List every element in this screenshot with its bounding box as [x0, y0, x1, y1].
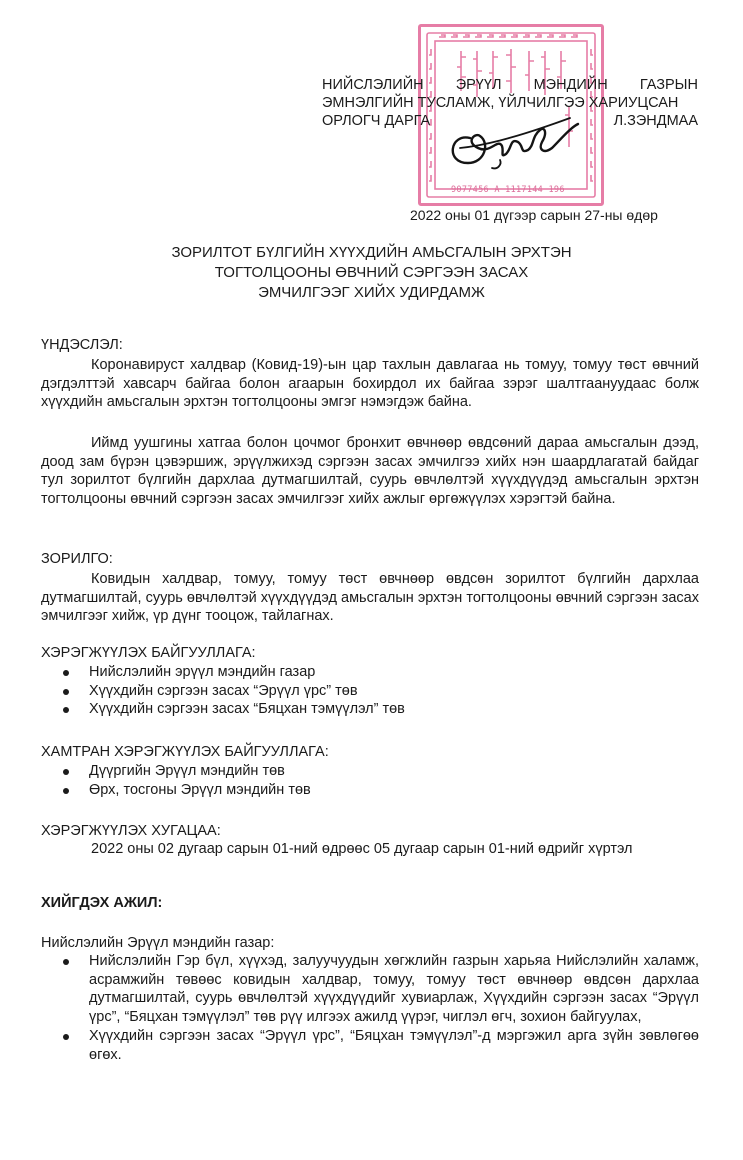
approver-name: Л.ЗЭНДМАА: [613, 113, 698, 129]
approval-word: ЭРҮҮЛ: [455, 77, 502, 93]
list-item: [0, 781, 743, 800]
title-line: ЗОРИЛТОТ БҮЛГИЙН ХҮҮХДИЙН АМЬСГАЛЫН ЭРХТЭН: [171, 244, 572, 261]
work-heading: ХИЙГДЭХ АЖИЛ:: [41, 895, 163, 911]
list-item-text: Өрх, тосгоны Эрүүл мэндийн төв: [89, 781, 311, 798]
approval-word: НИЙСЛЭЛИЙН: [322, 77, 424, 93]
period-paragraph: 2022 оны 02 дугаар сарын 01-ний өдрөөс 05 дугаар сарын 01-ний өдрийг хүртэл: [91, 841, 633, 857]
list-item-text: Хүүхдийн сэргээн засах “Эрүүл үрс” төв: [89, 682, 358, 699]
bullet-icon: [63, 788, 69, 794]
bullet-icon: [63, 959, 69, 965]
list-item-text: Нийслэлийн Гэр бүл, хүүхэд, залуучуудын хөгжлийн газрын харьяа Нийслэлийн халамж, асрамжийн төвөөс ковидын халдвар, томуу, томуу төст өвчнөөр өвдсөн дархлаа дутмагшилтай, суурь өвчлөлтэй хүүхдүүдийг хувиарлаж, Хүүхдийн сэргээн засах “Эрүүл үрс”, “Бяцхан тэмүүлэл” төв рүү илгээх ажилд үүрэг, чиглэл өгч, зохион байгуулах,: [89, 953, 699, 1026]
list-item: [0, 762, 743, 781]
list-item: [0, 1027, 743, 1064]
approval-date: 2022 оны 01 дүгээр сарын 27-ны өдөр: [410, 207, 658, 223]
co-implementers-heading: ХАМТРАН ХЭРЭГЖҮҮЛЭХ БАЙГУУЛЛАГА:: [41, 744, 329, 760]
stamp-number: 9077456 А 1117144 196: [451, 185, 565, 195]
bullet-icon: [63, 670, 69, 676]
co-implementers-list: [0, 762, 743, 799]
approval-line-3: [322, 112, 698, 130]
list-item-text: Нийслэлийн эрүүл мэндийн газар: [89, 664, 316, 680]
bullet-icon: [63, 689, 69, 695]
bullet-icon: [63, 1034, 69, 1040]
approver-position: ОРЛОГЧ ДАРГА: [322, 113, 431, 129]
approval-word: МЭНДИЙН: [533, 77, 608, 93]
bullet-icon: [63, 707, 69, 713]
implementers-list: [0, 663, 743, 719]
list-item: [0, 663, 743, 682]
approval-block: [322, 76, 698, 130]
work-list: [0, 952, 743, 1064]
basis-paragraph-1: Коронавируст халдвар (Ковид-19)-ын цар тахлын давлагаа нь томуу, томуу төст өвчний дэгдэлттэй хавсарч байгаа болон агаарын бохирдол их байгаа зэрэг шалтгаануудаас болж хүүхдийн амьсгалын эрхтэн тогтолцооны эмгэг нэмэгдэж байна.: [41, 357, 699, 411]
title-line: ЭМЧИЛГЭЭГ ХИЙХ УДИРДАМЖ: [258, 284, 485, 301]
goal-heading: ЗОРИЛГО:: [41, 551, 113, 567]
bullet-icon: [63, 769, 69, 775]
basis-paragraph-2: Иймд уушгины хатгаа болон цочмог бронхит өвчнөөр өвдсөний дараа амьсгалын дээд, доод зам бүрэн цэвэршиж, эрүүлжихэд сэргээн засах эмчилгээ хийх нэн шаардлагатай байдаг тул зорилтот бүлгийн дархлаа дутмагшилтай, суурь өвчлөлтэй хүүхдүүдэд амьсгалын эрхтэн тогтолцооны өвчний сэргээн засах эмчилгээг хийх ажлыг өргөжүүлэх хэрэгтэй байна.: [41, 435, 699, 508]
list-item-text: Хүүхдийн сэргээн засах “Бяцхан тэмүүлэл” төв: [89, 701, 405, 718]
list-item-text: Дүүргийн Эрүүл мэндийн төв: [89, 763, 285, 779]
list-item: [0, 700, 743, 719]
list-item: [0, 682, 743, 701]
work-subheading: Нийслэлийн Эрүүл мэндийн газар:: [41, 935, 275, 951]
implementers-heading: ХЭРЭГЖҮҮЛЭХ БАЙГУУЛЛАГА:: [41, 645, 256, 661]
approval-word: ГАЗРЫН: [639, 77, 698, 93]
goal-paragraph: Ковидын халдвар, томуу, томуу төст өвчнөөр өвдсөн зорилтот бүлгийн дархлаа дутмагшилтай, суурь өвчлөлтэй хүүхдүүдэд амьсгалын эрхтэн тогтолцооны өвчний сэргээн засах эмчилгээг хийж, үр дүнг тооцож, тайлагнах.: [41, 571, 699, 625]
document-title: [0, 243, 743, 303]
title-line: ТОГТОЛЦООНЫ ӨВЧНИЙ СЭРГЭЭН ЗАСАХ: [214, 264, 529, 281]
approval-line-1: [322, 76, 698, 94]
list-item: [0, 952, 743, 1027]
list-item-text: Хүүхдийн сэргээн засах “Эрүүл үрс”, “Бяцхан тэмүүлэл”-д мэргэжил арга зүйн зөвлөгөө өгөх.: [89, 1027, 699, 1063]
approval-line-2: ЭМНЭЛГИЙН ТУСЛАМЖ, ҮЙЛЧИЛГЭЭ ХАРИУЦСАН: [322, 95, 679, 111]
period-heading: ХЭРЭГЖҮҮЛЭХ ХУГАЦАА:: [41, 823, 221, 839]
basis-heading: ҮНДЭСЛЭЛ:: [41, 337, 123, 353]
